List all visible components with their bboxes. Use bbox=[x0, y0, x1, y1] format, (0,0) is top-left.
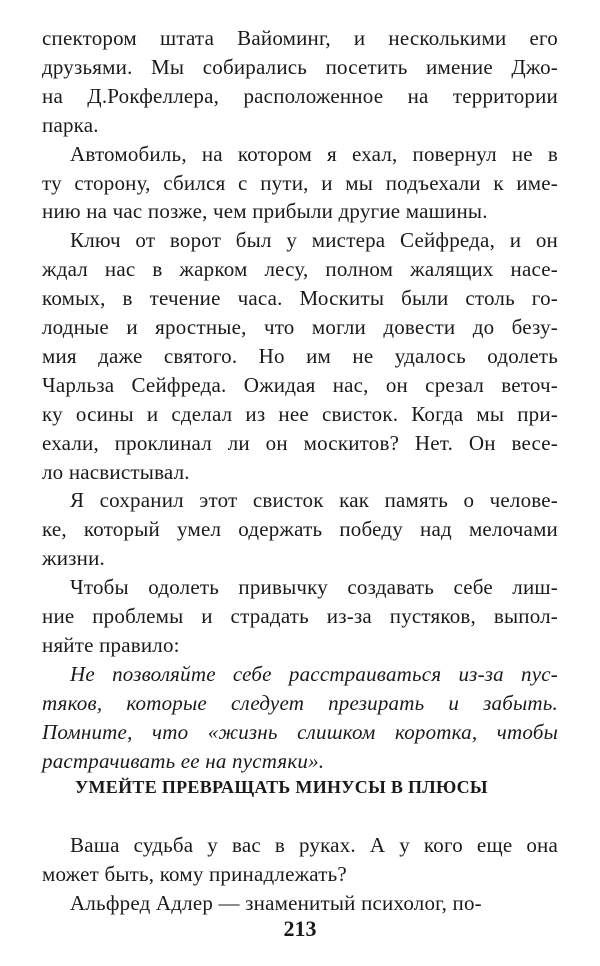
text-line: Ключ от ворот был у мистера Сейфреда, и он bbox=[70, 228, 558, 253]
text-line: комых, в течение часа. Москиты были столь го- bbox=[42, 286, 558, 311]
page-number: 213 bbox=[283, 916, 317, 941]
text-line: лодные и яростные, что могли довести до безу- bbox=[42, 315, 558, 339]
text-line: ку осины и сделал из нее свисток. Когда мы при- bbox=[42, 401, 558, 426]
text-line: няйте правило: bbox=[42, 632, 180, 657]
text-line: парка. bbox=[42, 112, 99, 137]
text-line: Автомобиль, на котором я ехал, повернул не в bbox=[70, 141, 558, 166]
text-line: Чарльза Сейфреда. Ожидая нас, он срезал веточ- bbox=[42, 372, 558, 397]
text-line: Чтобы одолеть привычку создавать себе лиш- bbox=[70, 575, 558, 600]
text-line: жизни. bbox=[42, 546, 105, 571]
text-line: ту сторону, сбился с пути, и мы подъехали к име- bbox=[42, 170, 558, 195]
rule-text-line: Помните, что «жизнь слишком коротка, чтобы bbox=[42, 719, 558, 744]
text-line: Ваша судьба у вас в руках. А у кого еще она bbox=[70, 833, 558, 857]
text-line: Альфред Адлер — знаменитый психолог, по- bbox=[70, 891, 482, 915]
rule-text-line: тяков, которые следует презирать и забыть. bbox=[42, 690, 558, 715]
text-line: на Д.Рокфеллера, расположенное на территории bbox=[42, 83, 558, 108]
text-line: спектором штата Вайоминг, и несколькими его bbox=[42, 26, 558, 50]
text-line: Я сохранил этот свисток как память о челове- bbox=[70, 488, 558, 513]
text-line: мия даже святого. Но им не удалось одолеть bbox=[42, 343, 558, 368]
text-line: ехали, проклинал ли он москитов? Нет. Он весе- bbox=[42, 430, 558, 455]
section-heading: УМЕЙТЕ ПРЕВРАЩАТЬ МИНУСЫ В ПЛЮСЫ bbox=[75, 777, 488, 797]
text-line: ке, который умел одержать победу над мелочами bbox=[42, 517, 558, 542]
text-line: может быть, кому принадлежать? bbox=[42, 862, 347, 886]
text-line: ние проблемы и страдать из-за пустяков, выпол- bbox=[42, 604, 558, 628]
text-line: ло насвистывал. bbox=[42, 459, 190, 484]
text-line: ждал нас в жарком лесу, полном жалящих насе- bbox=[42, 257, 558, 282]
text-line: друзьями. Мы собирались посетить имение Джо- bbox=[42, 54, 558, 79]
rule-text-line: Не позволяйте себе расстраиваться из-за пус- bbox=[70, 661, 558, 686]
rule-text-line: растрачивать ее на пустяки». bbox=[42, 748, 325, 773]
text-line: нию на час позже, чем прибыли другие машины. bbox=[42, 199, 488, 224]
